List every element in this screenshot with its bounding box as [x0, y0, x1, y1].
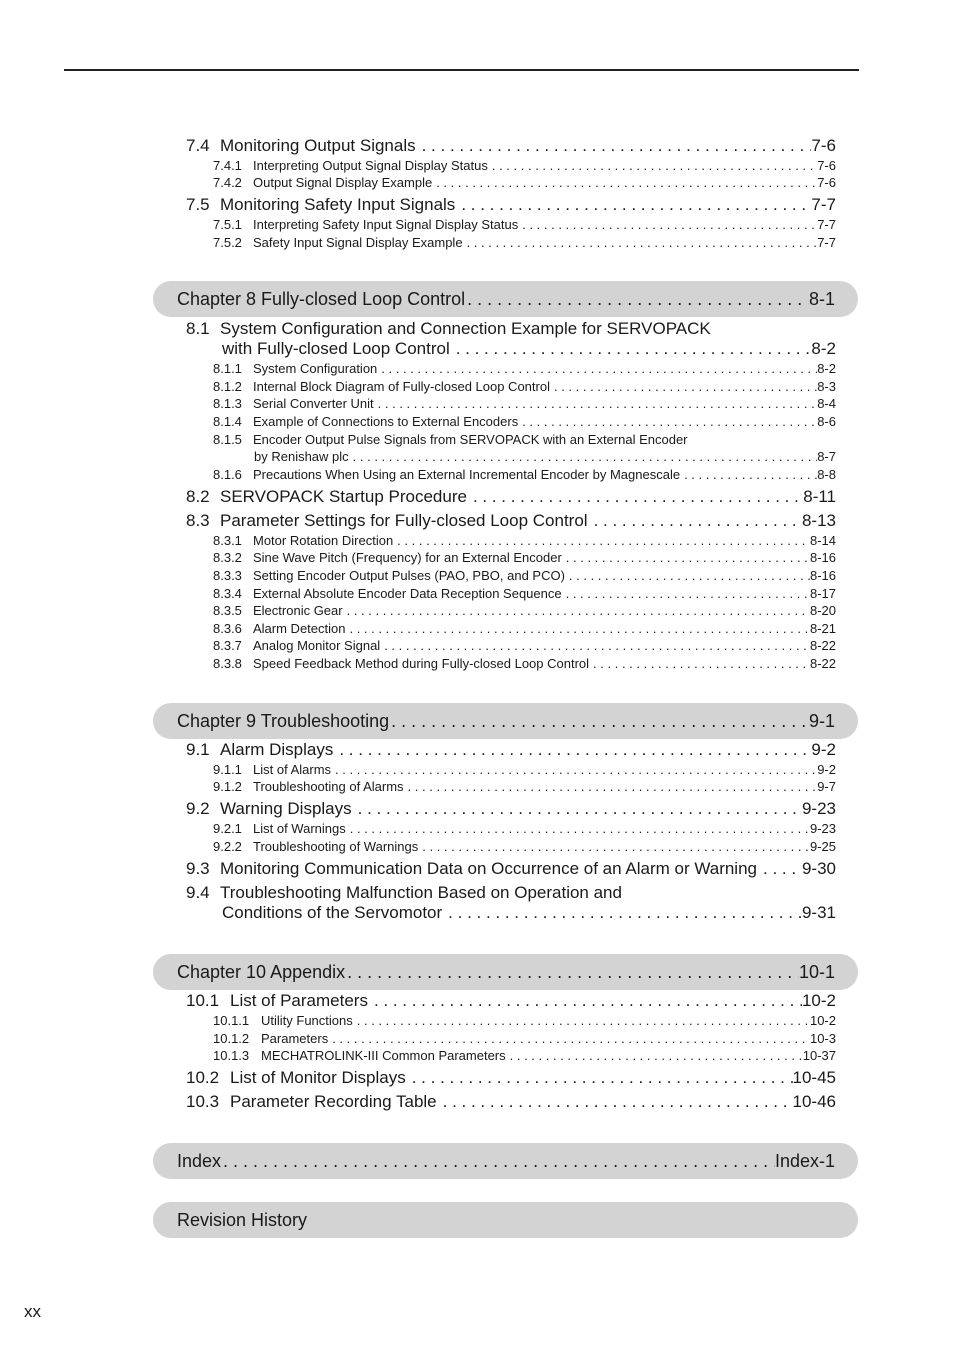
page-ref: 8-21	[809, 621, 836, 636]
toc-entry-9-4-line2[interactable]	[222, 903, 836, 923]
section-number: 8.3.4	[213, 586, 242, 601]
section-title: Setting Encoder Output Pulses (PAO, PBO, and PCO)	[253, 568, 565, 583]
section-title: Monitoring Communication Data on Occurrence of an Alarm or Warning	[220, 859, 757, 878]
section-number: 10.3	[186, 1092, 220, 1111]
page-ref: 9-2	[817, 762, 836, 777]
page-ref: 9-25	[809, 839, 836, 854]
page-ref: 10-37	[802, 1048, 836, 1063]
section-number: 9.2.1	[213, 821, 242, 836]
section-number: 8.3.7	[213, 638, 242, 653]
toc-chapter-10[interactable]	[177, 954, 835, 990]
dot-leader	[345, 620, 809, 637]
dot-leader	[380, 637, 810, 654]
section-number: 7.5	[186, 195, 210, 214]
chapter-title: Chapter 8 Fully-closed Loop Control	[177, 289, 466, 309]
dot-leader	[349, 448, 818, 465]
toc-entry-7-5[interactable]	[186, 195, 836, 215]
section-title: Monitoring Safety Input Signals	[220, 195, 456, 214]
toc-entry-10-1-2[interactable]	[213, 1030, 836, 1047]
section-title: Output Signal Display Example	[253, 175, 433, 190]
section-number: 10.1.1	[213, 1013, 250, 1028]
section-number: 9.1.1	[213, 762, 242, 777]
section-title: Troubleshooting of Alarms	[253, 779, 404, 794]
section-number: 8.3.3	[213, 568, 242, 583]
toc-entry-9-2-1[interactable]	[213, 820, 836, 837]
section-title: Safety Input Signal Display Example	[253, 235, 463, 250]
section-number: 8.1.1	[213, 361, 242, 376]
dot-leader	[328, 1030, 810, 1047]
section-title: System Configuration	[253, 361, 378, 376]
toc-entry-9-1[interactable]	[186, 740, 836, 760]
toc-entry-7-5-1[interactable]	[213, 216, 836, 233]
dot-leader	[463, 234, 818, 251]
dot-leader	[406, 1068, 793, 1088]
section-title: Troubleshooting Malfunction Based on Operation and	[220, 883, 622, 902]
section-title: Utility Functions	[261, 1013, 353, 1028]
toc-entry-10-1[interactable]	[186, 991, 836, 1011]
page-ref: 10-2	[809, 1013, 836, 1028]
toc-entry-8-1-1[interactable]	[213, 360, 836, 377]
page-ref: 8-7	[817, 449, 836, 464]
dot-leader	[488, 157, 817, 174]
page-ref: 8-2	[817, 361, 836, 376]
section-number: 8.3.1	[213, 533, 242, 548]
page-ref: 9-1	[808, 711, 835, 731]
section-number: 8.3.2	[213, 550, 242, 565]
dot-leader	[562, 549, 810, 566]
section-title: Parameter Settings for Fully-closed Loop Control	[220, 511, 588, 530]
section-title: List of Warnings	[253, 821, 346, 836]
page-ref: 7-6	[817, 158, 836, 173]
dot-leader	[589, 655, 810, 672]
section-title-continued: by Renishaw plc	[254, 449, 349, 464]
section-title: External Absolute Encoder Data Reception Sequence	[253, 586, 562, 601]
toc-entry-9-3[interactable]	[186, 859, 836, 879]
section-number: 7.5.2	[213, 235, 242, 250]
page-ref: 8-16	[809, 568, 836, 583]
page-ref: Index-1	[774, 1151, 835, 1171]
toc-entry-8-1-2[interactable]	[213, 378, 836, 395]
dot-leader	[680, 466, 817, 483]
dot-leader	[353, 1012, 810, 1029]
section-number: 8.3	[186, 511, 210, 530]
dot-leader	[506, 1047, 803, 1064]
section-title: List of Parameters	[230, 991, 368, 1010]
section-number: 9.4	[186, 883, 210, 902]
section-number: 7.4	[186, 136, 210, 155]
page-ref: 7-7	[817, 235, 836, 250]
section-title: Sine Wave Pitch (Frequency) for an External Encoder	[253, 550, 562, 565]
page-ref: 10-46	[792, 1092, 836, 1111]
dot-leader	[374, 395, 818, 412]
toc-entry-8-3-1[interactable]	[213, 532, 836, 549]
dot-leader	[455, 195, 811, 215]
toc-revision-history[interactable]: Revision History	[177, 1210, 308, 1230]
section-title: Parameters	[261, 1031, 329, 1046]
toc-entry-8-3[interactable]	[186, 511, 836, 531]
section-title-continued: Conditions of the Servomotor	[222, 903, 443, 922]
section-number: 10.1	[186, 991, 220, 1010]
section-number: 9.1.2	[213, 779, 242, 794]
toc-entry-7-4[interactable]	[186, 136, 836, 156]
toc-entry-7-4-2[interactable]	[213, 174, 836, 191]
dot-leader	[404, 778, 818, 795]
dot-leader	[565, 567, 810, 584]
page-ref: 9-31	[801, 903, 836, 922]
section-title: Parameter Recording Table	[230, 1092, 437, 1111]
section-title: Alarm Displays	[220, 740, 334, 759]
toc-entry-10-1-3[interactable]	[213, 1047, 836, 1064]
section-title: SERVOPACK Startup Procedure	[220, 487, 467, 506]
page-ref: 8-11	[803, 487, 836, 506]
section-number: 9.3	[186, 859, 210, 878]
toc-entry-8-3-6[interactable]	[213, 620, 836, 637]
toc-entry-9-1-2[interactable]	[213, 778, 836, 795]
section-title: MECHATROLINK-III Common Parameters	[261, 1048, 506, 1063]
section-title: Internal Block Diagram of Fully-closed Loop Control	[253, 379, 550, 394]
page-ref: 9-30	[801, 859, 836, 878]
toc-entry-8-3-4[interactable]	[213, 585, 836, 602]
dot-leader	[343, 602, 810, 619]
section-number: 8.3.6	[213, 621, 242, 636]
dot-leader	[393, 532, 810, 549]
section-number: 9.2	[186, 799, 210, 818]
page-ref: 9-7	[817, 779, 836, 794]
page-ref: 8-2	[811, 339, 836, 358]
page-ref: 9-23	[801, 799, 836, 818]
dot-leader	[588, 511, 802, 531]
section-number: 10.1.3	[213, 1048, 250, 1063]
section-title: Speed Feedback Method during Fully-closed Loop Control	[253, 656, 590, 671]
dot-leader	[416, 136, 812, 156]
dot-leader	[518, 216, 817, 233]
section-number: 8.1.5	[213, 432, 242, 447]
section-number: 7.5.1	[213, 217, 242, 232]
page-ref: 8-4	[817, 396, 836, 411]
dot-leader	[221, 1143, 775, 1179]
dot-leader	[465, 281, 809, 317]
dot-leader	[346, 820, 810, 837]
section-number: 8.3.5	[213, 603, 242, 618]
page-ref: 8-8	[817, 467, 836, 482]
toc-entry-9-1-1[interactable]	[213, 761, 836, 778]
toc-entry-8-1-3[interactable]	[213, 395, 836, 412]
toc-entry-10-1-1[interactable]	[213, 1012, 836, 1029]
dot-leader	[562, 585, 810, 602]
section-number: 8.1.3	[213, 396, 242, 411]
toc-entry-8-2[interactable]	[186, 487, 836, 507]
page-ref: 10-1	[798, 962, 835, 982]
page-ref: 8-22	[809, 656, 836, 671]
toc-entry-9-2[interactable]	[186, 799, 836, 819]
toc-entry-8-1-6[interactable]	[213, 466, 836, 483]
page-ref: 7-6	[817, 175, 836, 190]
section-title: System Configuration and Connection Example for SERVOPACK	[220, 319, 711, 338]
dot-leader	[450, 339, 812, 359]
dot-leader	[467, 487, 803, 507]
section-title: List of Alarms	[253, 762, 332, 777]
toc-entry-8-3-2[interactable]	[213, 549, 836, 566]
toc-entry-7-5-2[interactable]	[213, 234, 836, 251]
section-title: Example of Connections to External Encoders	[253, 414, 519, 429]
chapter-title: Chapter 9 Troubleshooting	[177, 711, 390, 731]
toc-entry-10-2[interactable]	[186, 1068, 836, 1088]
dot-leader	[432, 174, 817, 191]
section-title: Analog Monitor Signal	[253, 638, 381, 653]
page-ref: 9-23	[809, 821, 836, 836]
section-number: 8.2	[186, 487, 210, 506]
section-number: 8.1	[186, 319, 210, 338]
page-ref: 7-7	[811, 195, 836, 214]
dot-leader	[368, 991, 802, 1011]
dot-leader	[442, 903, 802, 923]
header-rule	[64, 69, 859, 71]
section-title: Serial Converter Unit	[253, 396, 374, 411]
toc-index[interactable]	[177, 1143, 835, 1179]
section-number: 10.1.2	[213, 1031, 250, 1046]
page-ref: 10-45	[792, 1068, 836, 1087]
toc-entry-7-4-1[interactable]	[213, 157, 836, 174]
section-title: Monitoring Output Signals	[220, 136, 416, 155]
dot-leader	[437, 1092, 793, 1112]
section-title: Encoder Output Pulse Signals from SERVOPACK with an External Encoder	[253, 432, 688, 447]
section-title: Electronic Gear	[253, 603, 343, 618]
page-ref: 8-14	[809, 533, 836, 548]
section-number: 7.4.2	[213, 175, 242, 190]
toc-entry-9-2-2[interactable]	[213, 838, 836, 855]
toc-entry-8-3-7[interactable]	[213, 637, 836, 654]
section-number: 8.3.8	[213, 656, 242, 671]
section-title: Troubleshooting of Warnings	[253, 839, 419, 854]
page-ref: 8-16	[809, 550, 836, 565]
dot-leader	[550, 378, 817, 395]
index-title: Index	[177, 1151, 222, 1171]
dot-leader	[418, 838, 810, 855]
toc-entry-8-1-line1[interactable]	[186, 319, 711, 339]
section-number: 8.1.2	[213, 379, 242, 394]
section-number: 7.4.1	[213, 158, 242, 173]
dot-leader	[345, 954, 799, 990]
toc-entry-8-1-5-line2[interactable]	[254, 448, 836, 465]
toc-entry-8-1-line2[interactable]	[222, 339, 836, 359]
page-ref: 8-3	[817, 379, 836, 394]
section-number: 8.1.6	[213, 467, 242, 482]
section-title: Warning Displays	[220, 799, 352, 818]
section-number: 9.1	[186, 740, 210, 759]
page-ref: 9-2	[811, 740, 836, 759]
section-title-continued: with Fully-closed Loop Control	[222, 339, 450, 358]
section-number: 9.2.2	[213, 839, 242, 854]
page-ref: 7-7	[817, 217, 836, 232]
toc-entry-8-3-5[interactable]	[213, 602, 836, 619]
toc-entry-8-1-5-line1[interactable]	[213, 431, 688, 448]
chapter-title: Chapter 10 Appendix	[177, 962, 346, 982]
section-title: Motor Rotation Direction	[253, 533, 394, 548]
section-number: 8.1.4	[213, 414, 242, 429]
dot-leader	[518, 413, 817, 430]
dot-leader	[333, 740, 811, 760]
section-title: Interpreting Safety Input Signal Display Status	[253, 217, 519, 232]
page-ref: 10-2	[801, 991, 836, 1010]
dot-leader	[377, 360, 817, 377]
page-ref: 10-3	[809, 1031, 836, 1046]
dot-leader	[331, 761, 817, 778]
section-title: Precautions When Using an External Incremental Encoder by Magnescale	[253, 467, 681, 482]
page-ref: 7-6	[811, 136, 836, 155]
toc-entry-9-4-line1[interactable]	[186, 883, 622, 903]
dot-leader	[352, 799, 802, 819]
section-title: Alarm Detection	[253, 621, 346, 636]
toc-chapter-8[interactable]	[177, 281, 835, 317]
toc-entry-8-3-8[interactable]	[213, 655, 836, 672]
section-title: Interpreting Output Signal Display Status	[253, 158, 488, 173]
toc-entry-8-1-4[interactable]	[213, 413, 836, 430]
page-ref: 8-1	[808, 289, 835, 309]
page-ref: 8-17	[809, 586, 836, 601]
toc-chapter-9[interactable]	[177, 703, 835, 739]
page-ref: 8-20	[809, 603, 836, 618]
dot-leader	[389, 703, 809, 739]
page-ref: 8-22	[809, 638, 836, 653]
page-number: xx	[24, 1302, 41, 1321]
page-ref: 8-13	[801, 511, 836, 530]
toc-entry-10-3[interactable]	[186, 1092, 836, 1112]
section-title: List of Monitor Displays	[230, 1068, 406, 1087]
page-ref: 8-6	[817, 414, 836, 429]
section-number: 10.2	[186, 1068, 220, 1087]
toc-entry-8-3-3[interactable]	[213, 567, 836, 584]
dot-leader	[757, 859, 802, 879]
